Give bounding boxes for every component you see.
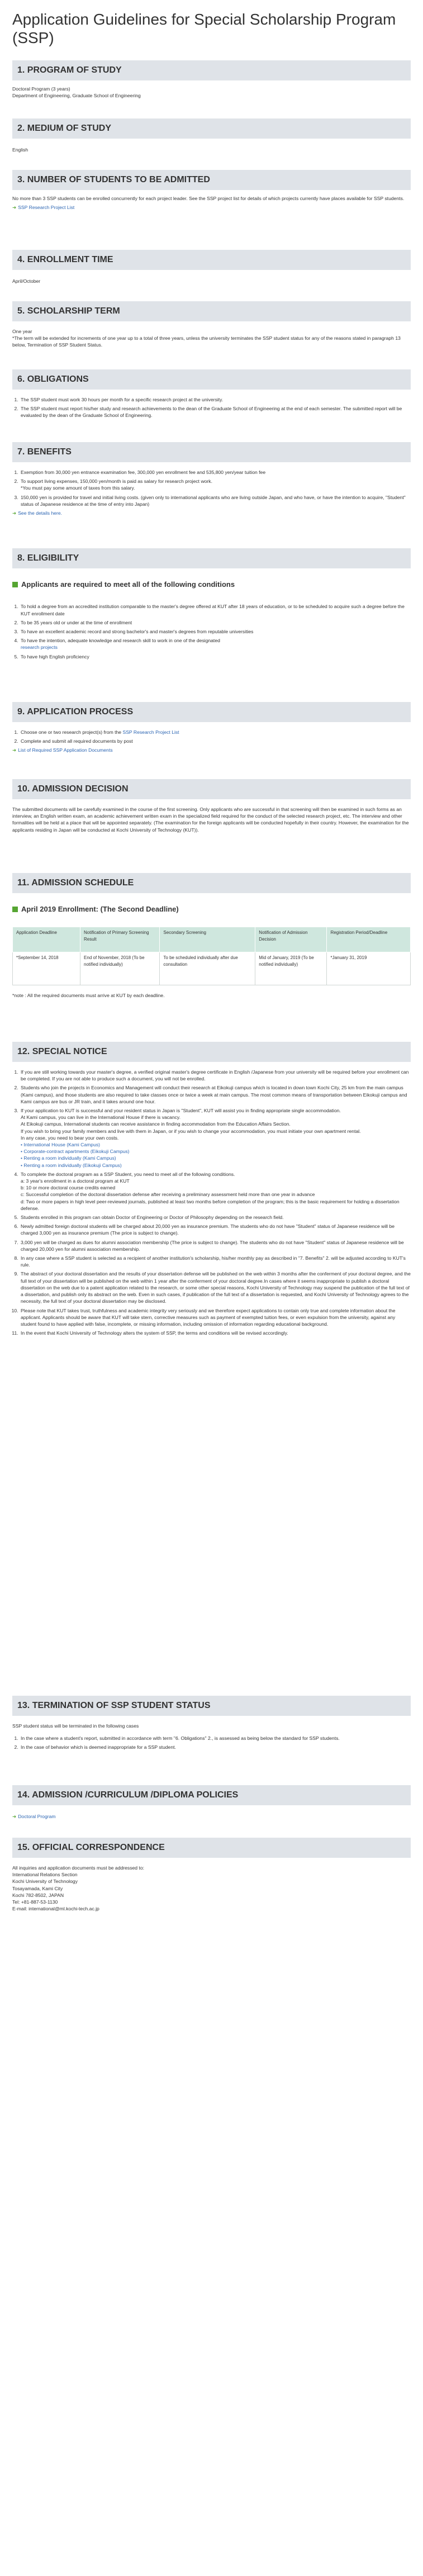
term-note: *The term will be extended for increments of one year up to a total of three years, unless the university terminates the SSP student status for any of the reasons stated in paragraph 13 below, Termination of SSP Student Status. xyxy=(12,335,401,348)
section-number-of-students xyxy=(0,170,423,250)
contact-line: Tosayamada, Kami City xyxy=(12,1885,63,1891)
section-heading: 12. SPECIAL NOTICE xyxy=(12,1042,411,1062)
table-cell: To be scheduled individually after due consultation xyxy=(160,952,255,985)
list-item: 1. To hold a degree from an accredited institution comparable to the master's degree offered at KUT after 18 years of education, or to be scheduled to acquire such a degree before the KUT enrollment date xyxy=(20,603,411,616)
section-special-notice xyxy=(0,1042,423,1696)
list-item: 9. The abstract of your doctoral dissertation and the results of your dissertation defense will be published on the web within 3 months after the conferment of your doctoral degree, and the full text of your dissertation will be published on the web within 1 year after the conferment of your doctoral degree.In cases where it seems inappropriate to publish a doctoral dissertation on the web due to a patent application related to the research, or some other special reasons, Kochi University of Technology may suspend the publication of the full text of a dissertation, and publish only its abstract on the web. Even in such cases, if publication of the full text of a dissertation is requested, and Kochi University of Technology agrees to the necessity, the full text of your doctoral dissertation may be disclosed. xyxy=(20,1270,411,1304)
column-header: Secondary Screening xyxy=(160,927,255,952)
green-square-icon xyxy=(12,582,18,587)
list-item: 3. To have an excellent academic record and strong bachelor's and master's degrees from reputable universities xyxy=(20,628,411,635)
section-application-process xyxy=(0,702,423,779)
section-correspondence xyxy=(0,1838,423,1922)
arrow-right-icon: ➜ xyxy=(12,205,17,211)
list-item: 2. Complete and submit all required documents by post xyxy=(20,738,411,744)
section-heading: 7. BENEFITS xyxy=(12,442,411,462)
page-title: Application Guidelines for Special Scholarship Program (SSP) xyxy=(12,11,396,47)
list-item: 5. To have high English proficiency xyxy=(20,653,411,660)
section-heading: 11. ADMISSION SCHEDULE xyxy=(12,873,411,893)
list-item: 2. In the case of behavior which is deemed inappropriate for a SSP student. xyxy=(20,1744,411,1750)
list-item: 1. Exemption from 30,000 yen entrance examination fee, 300,000 yen enrollment fee and 535,800 yen/year tuition fee xyxy=(20,469,411,476)
contact-line: International Relations Section xyxy=(12,1872,78,1878)
section-admission-decision xyxy=(0,779,423,873)
section-admission-schedule xyxy=(0,873,423,1042)
schedule-table xyxy=(12,927,411,985)
list-item: 1. Choose one or two research project(s) from the SSP Research Project List xyxy=(20,729,411,736)
list-item: 5. Students enrolled in this program can obtain Doctor of Engineering or Doctor of Philosophy depending on the research field. xyxy=(20,1214,411,1221)
ssp-project-list-link[interactable]: ➜ SSP Research Project List xyxy=(12,205,75,211)
research-projects-link[interactable]: research projects xyxy=(21,644,58,651)
list-item: 1. The SSP student must work 30 hours per month for a specific research project at the university. xyxy=(20,396,411,403)
table-cell: Mid of January, 2019 (To be notified individually) xyxy=(255,952,327,985)
corporate-apartments-link[interactable]: • Corporate-contract apartments (Eikokuji Campus) xyxy=(21,1149,130,1155)
international-house-link[interactable]: • International House (Kami Campus) xyxy=(21,1142,101,1148)
column-header: Registration Period/Deadline xyxy=(327,927,411,952)
department-line: Department of Engineering, Graduate School of Engineering xyxy=(12,93,141,99)
list-item: 4. To complete the doctoral program as a SSP Student, you need to meet all of the following conditions. a: 3 year's enrollment in a doctoral program at KUT b: 10 or more doctoral course credits earned c: Successful completion of the doctoral dissertation defense after receiving a preliminary assessment held more than one year in advance d: Two or more papers in high level peer-reviewed journals, published at least two months before completion of the program; this is the basic requirement for holding a dissertation defense. xyxy=(20,1171,411,1212)
schedule-note: *note : All the required documents must arrive at KUT by each deadline. xyxy=(12,993,165,999)
list-item: 2. Students who join the projects in Economics and Management will conduct their research at Eikokuji campus which is located in down town Kochi City, 25 km from the main campus (Kami campus), and those students are also required to take classes once or twice a week at main campus. The most common means of transportation between Eikokuji campus and Kami campus are bus or JR train, and it takes around one hour. xyxy=(20,1084,411,1105)
required-documents-link[interactable]: ➜ List of Required SSP Application Documents xyxy=(12,747,113,753)
process-list xyxy=(12,729,411,744)
students-text: No more than 3 SSP students can be enrolled concurrently for each project leader. See the SSP project list for details of which projects currently have places available for SSP students. xyxy=(12,196,405,201)
program-line: Doctoral Program (3 years) xyxy=(12,86,70,92)
contact-line: All inquiries and application documents must be addressed to: xyxy=(12,1865,144,1871)
obligations-list xyxy=(12,396,411,419)
list-item: 7. 3,000 yen will be charged as dues for alumni association membership (The price is subject to change). The students who do not have "Student" status of Japanese residence will be charged 20,000 yen for alumni association membership. xyxy=(20,1239,411,1253)
ssp-project-list-link[interactable]: SSP Research Project List xyxy=(122,729,179,735)
section-program-of-study xyxy=(0,60,423,118)
eligibility-subheading: Applicants are required to meet all of the following conditions xyxy=(12,580,411,590)
contact-line: Kochi University of Technology xyxy=(12,1878,78,1885)
contact-line: Kochi 782-8502, JAPAN xyxy=(12,1892,64,1898)
decision-text: The submitted documents will be carefully examined in the course of the first screening. Only applicants who are successful in that screening will then be examined in such forms as an interview, an English written exam, an academic achievement written exam in the specialized field required for the conduct of the selected research project, etc. The interview and other formalities will be held at a place that will be appointed separately. (The examination for the foreign applicants will be conducted hopefully in their country. However, the examination for the applicants residing in Japan will be conducted at Kochi University of Technology (KUT)). xyxy=(12,807,409,833)
section-heading: 1. PROGRAM OF STUDY xyxy=(12,60,411,80)
section-heading: 10. ADMISSION DECISION xyxy=(12,779,411,799)
arrow-right-icon: ➜ xyxy=(12,510,17,516)
doctoral-program-link[interactable]: ➜ Doctoral Program xyxy=(12,1814,56,1819)
term-line: One year xyxy=(12,329,32,334)
list-item: 11. In the event that Kochi University of Technology alters the system of SSP, the terms and conditions will be revised accordingly. xyxy=(20,1330,411,1336)
termination-intro: SSP student status will be terminated in the following cases xyxy=(12,1723,139,1729)
section-enrollment-time xyxy=(0,250,423,301)
list-item: 10. Please note that KUT takes trust, truthfulness and academic integrity very seriously and we therefore expect applications to contain only true and complete information about the applicant. Applicants should be aware that KUT will take stern, corrective measures such as payment of exempted tuition fees, or even expulsion from the university, against any student found to have applied with false, incomplete, or missing information, including omission of information regarding educational background. xyxy=(20,1307,411,1328)
section-heading: 9. APPLICATION PROCESS xyxy=(12,702,411,722)
section-heading: 4. ENROLLMENT TIME xyxy=(12,250,411,270)
renting-kami-link[interactable]: • Renting a room individually (Kami Campus) xyxy=(21,1155,116,1161)
list-item: 8. In any case where a SSP student is selected as a recipient of another institution's scholarship, his/her monthly pay as described in "7. Benefits" 2. will be adjusted according to KUT's rule. xyxy=(20,1255,411,1268)
list-item: 3. If your application to KUT is successful and your resident status in Japan is "Student", KUT will assist you in finding appropriate single accommodation. At Kami campus, you can live in the International House if there is vacancy. At Eikokuji campus, International students can receive assistance in finding accommodation from the Education Affairs Section. If you wish to bring your family members and live with them in Japan, or if you wish to change your accommodation, you must initiate your own apartment rental. In any case, you need to bear your own costs. • International House (Kami Campus) • Corporate-contract apartments (Eikokuji Campus) • Renting a room individually (Kami Campus) • Renting a room individually (Eikokuji Campus) xyxy=(20,1107,411,1169)
renting-eikokuji-link[interactable]: • Renting a room individually (Eikokuji Campus) xyxy=(21,1162,122,1168)
enrollment-text: April/October xyxy=(12,278,41,284)
list-item: 2. To support living expenses, 150,000 yen/month is paid as salary for research project work. *You must pay some amount of taxes from this salary. xyxy=(20,478,411,491)
arrow-right-icon: ➜ xyxy=(12,747,17,753)
medium-text: English xyxy=(12,147,28,153)
benefits-details-link[interactable]: ➜ See the details here. xyxy=(12,510,63,516)
column-header: Notification of Admission Decision xyxy=(255,927,327,952)
list-item: 2. To be 35 years old or under at the time of enrollment xyxy=(20,619,411,626)
table-row xyxy=(13,952,411,985)
contact-line: Tel: +81-887-53-1130 xyxy=(12,1899,58,1905)
section-obligations xyxy=(0,369,423,442)
section-benefits xyxy=(0,442,423,548)
benefits-list xyxy=(12,469,411,507)
table-cell: *January 31, 2019 xyxy=(327,952,411,985)
section-heading: 5. SCHOLARSHIP TERM xyxy=(12,301,411,321)
section-eligibility xyxy=(0,548,423,702)
list-item: 2. The SSP student must report his/her study and research achievements to the dean of the Graduate School of Engineering at the end of each semester. The submitted report will be evaluated by the dean of the Graduate School of Engineering. xyxy=(20,405,411,419)
section-heading: 6. OBLIGATIONS xyxy=(12,369,411,390)
eligibility-list xyxy=(12,603,411,660)
contact-email: E-mail: international@ml.kochi-tech.ac.jp xyxy=(12,1906,99,1912)
section-scholarship-term xyxy=(0,301,423,369)
list-item: 6. Newly admitted foreign doctoral students will be charged about 20,000 yen as insurance premium. The students who do not have "Student" status of Japanese residence will be charged 3,000 yen as insurance premium (The price is subject to change). xyxy=(20,1223,411,1236)
green-square-icon xyxy=(12,907,18,912)
arrow-right-icon: ➜ xyxy=(12,1814,17,1819)
section-heading: 2. MEDIUM OF STUDY xyxy=(12,118,411,139)
notice-list xyxy=(12,1069,411,1336)
section-heading: 14. ADMISSION /CURRICULUM /DIPLOMA POLICIES xyxy=(12,1785,411,1805)
section-heading: 15. OFFICIAL CORRESPONDENCE xyxy=(12,1838,411,1858)
section-heading: 8. ELIGIBILITY xyxy=(12,548,411,568)
schedule-subheading: April 2019 Enrollment: (The Second Deadline) xyxy=(12,904,411,914)
table-cell: End of November, 2018 (To be notified individually) xyxy=(80,952,160,985)
list-item: 1. In the case where a student's report, submitted in accordance with term "6. Obligations" 2., is assessed as being below the standard for SSP students. xyxy=(20,1735,411,1742)
section-medium-of-study xyxy=(0,118,423,170)
section-heading: 3. NUMBER OF STUDENTS TO BE ADMITTED xyxy=(12,170,411,190)
list-item: 4. To have the intention, adequate knowledge and research skill to work in one of the designated research projects xyxy=(20,637,411,651)
list-item: 1. If you are still working towards your master's degree, a verified original master's degree certificate in English /Japanese from your university will be required before your enrollment can be completed. If you are not able to produce such a document, you will not be enrolled. xyxy=(20,1069,411,1082)
table-header-row xyxy=(13,927,411,952)
column-header: Notification of Primary Screening Result xyxy=(80,927,160,952)
list-item: 3. 150,000 yen is provided for travel and initial living costs. (given only to international applicants who are living outside Japan, and who have, or have the intention to acquire, "Student" status of Japanese residence at the time of entry into Japan) xyxy=(20,494,411,507)
termination-list xyxy=(12,1735,411,1750)
table-cell: *September 14, 2018 xyxy=(13,952,80,985)
section-policies xyxy=(0,1785,423,1838)
column-header: Application Deadline xyxy=(13,927,80,952)
section-heading: 13. TERMINATION OF SSP STUDENT STATUS xyxy=(12,1696,411,1716)
section-termination xyxy=(0,1696,423,1785)
